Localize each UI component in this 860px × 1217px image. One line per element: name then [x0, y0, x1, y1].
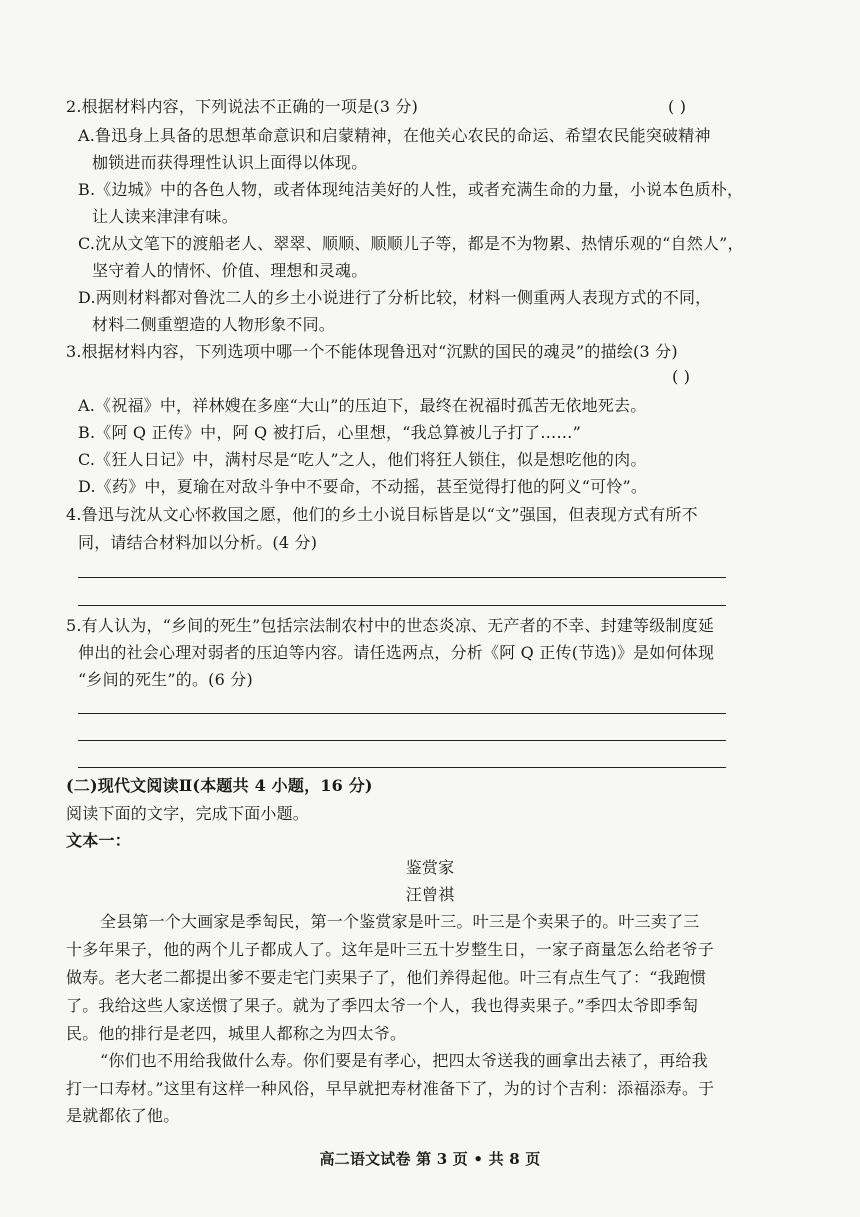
q2-option-d-line2: 材料二侧重塑造的人物形象不同。: [92, 315, 336, 334]
q2-option-b-line2: 让人读来津津有味。: [92, 207, 238, 226]
page-footer: 高二语文试卷 第 3 页 • 共 8 页: [319, 1150, 541, 1168]
q2-option-d-line1: D.两则材料都对鲁沈二人的乡土小说进行了分析比较，材料一侧重两人表现方式的不同，: [78, 288, 712, 307]
q5-answer-line-3[interactable]: [78, 767, 726, 768]
q3-option-c: C.《狂人日记》中，满村尽是“吃人”之人，他们将狂人锁住，似是想吃他的肉。: [78, 450, 647, 469]
story-para1-line5: 民。他的排行是老四，城里人都称之为四太爷。: [66, 1024, 407, 1043]
q2-answer-paren: ( ): [668, 97, 687, 116]
q3-option-b: B.《阿 Q 正传》中，阿 Q 被打后，心里想，“我总算被儿子打了……”: [78, 423, 581, 442]
q5-answer-line-2[interactable]: [78, 740, 726, 741]
story-title: 鉴赏家: [405, 858, 455, 877]
q3-option-a: A.《祝福》中，祥林嫂在多座“大山”的压迫下，最终在祝福时孤苦无依地死去。: [78, 396, 647, 415]
story-para1-line1: 全县第一个大画家是季匋民，第一个鉴赏家是叶三。叶三是个卖果子的。叶三卖了三: [100, 912, 700, 931]
q2-option-c-line1: C.沈从文笔下的渡船老人、翠翠、顺顺、顺顺儿子等，都是不为物累、热情乐观的“自然人”，: [78, 234, 744, 253]
story-author: 汪曾祺: [405, 885, 455, 904]
text-one-label: 文本一：: [66, 831, 131, 850]
section-instruction: 阅读下面的文字，完成下面小题。: [66, 804, 310, 823]
q5-stem-line1: 5.有人认为，“乡间的死生”包括宗法制农村中的世态炎凉、无产者的不幸、封建等级制度延: [66, 616, 715, 635]
q3-stem: 3.根据材料内容，下列选项中哪一个不能体现鲁迅对“沉默的国民的魂灵”的描绘(3 分): [66, 342, 678, 361]
q3-answer-paren: ( ): [672, 367, 691, 386]
q3-option-d: D.《药》中，夏瑜在对敌斗争中不要命，不动摇，甚至觉得打他的阿义“可怜”。: [78, 477, 648, 496]
story-para2-line3: 是就都依了他。: [66, 1106, 180, 1125]
q5-stem-line3: “乡间的死生”的。(6 分): [78, 670, 253, 689]
q2-option-a-line1: A.鲁迅身上具备的思想革命意识和启蒙精神，在他关心农民的命运、希望农民能突破精神: [78, 126, 711, 145]
q2-stem: 2.根据材料内容，下列说法不正确的一项是(3 分): [66, 97, 419, 116]
story-para2-line1: “你们也不用给我做什么寿。你们要是有孝心，把四太爷送我的画拿出去裱了，再给我: [100, 1051, 708, 1070]
story-para1-line3: 做寿。老大老二都提出爹不要走宅门卖果子了，他们养得起他。叶三有点生气了：“我跑惯: [66, 968, 707, 987]
q4-stem-line1: 4.鲁迅与沈从文心怀救国之愿，他们的乡土小说目标皆是以“文”强国，但表现方式有所不: [66, 505, 698, 524]
story-para2-line2: 打一口寿材。”这里有这样一种风俗，早早就把寿材准备下了，为的讨个吉利：添福添寿。于: [66, 1079, 715, 1098]
q5-answer-line-1[interactable]: [78, 713, 726, 714]
q4-stem-line2: 同，请结合材料加以分析。(4 分): [78, 533, 318, 552]
story-para1-line2: 十多年果子，他的两个儿子都成人了。这年是叶三五十岁整生日，一家子商量怎么给老爷子: [66, 940, 715, 959]
section-heading: (二)现代文阅读Ⅱ(本题共 4 小题，16 分): [66, 776, 373, 795]
q4-answer-line-1[interactable]: [78, 577, 726, 578]
q2-option-b-line1: B.《边城》中的各色人物，或者体现纯洁美好的人性，或者充满生命的力量，小说本色质朴，: [78, 180, 744, 199]
story-para1-line4: 了。我给这些人家送惯了果子。就为了季四太爷一个人，我也得卖果子。”季四太爷即季匋: [66, 996, 699, 1015]
q5-stem-line2: 伸出的社会心理对弱者的压迫等内容。请任选两点，分析《阿 Q 正传(节选)》是如何体现: [78, 643, 715, 662]
q4-answer-line-2[interactable]: [78, 605, 726, 606]
q2-option-a-line2: 枷锁进而获得理性认识上面得以体现。: [92, 153, 368, 172]
q2-option-c-line2: 坚守着人的情怀、价值、理想和灵魂。: [92, 261, 368, 280]
